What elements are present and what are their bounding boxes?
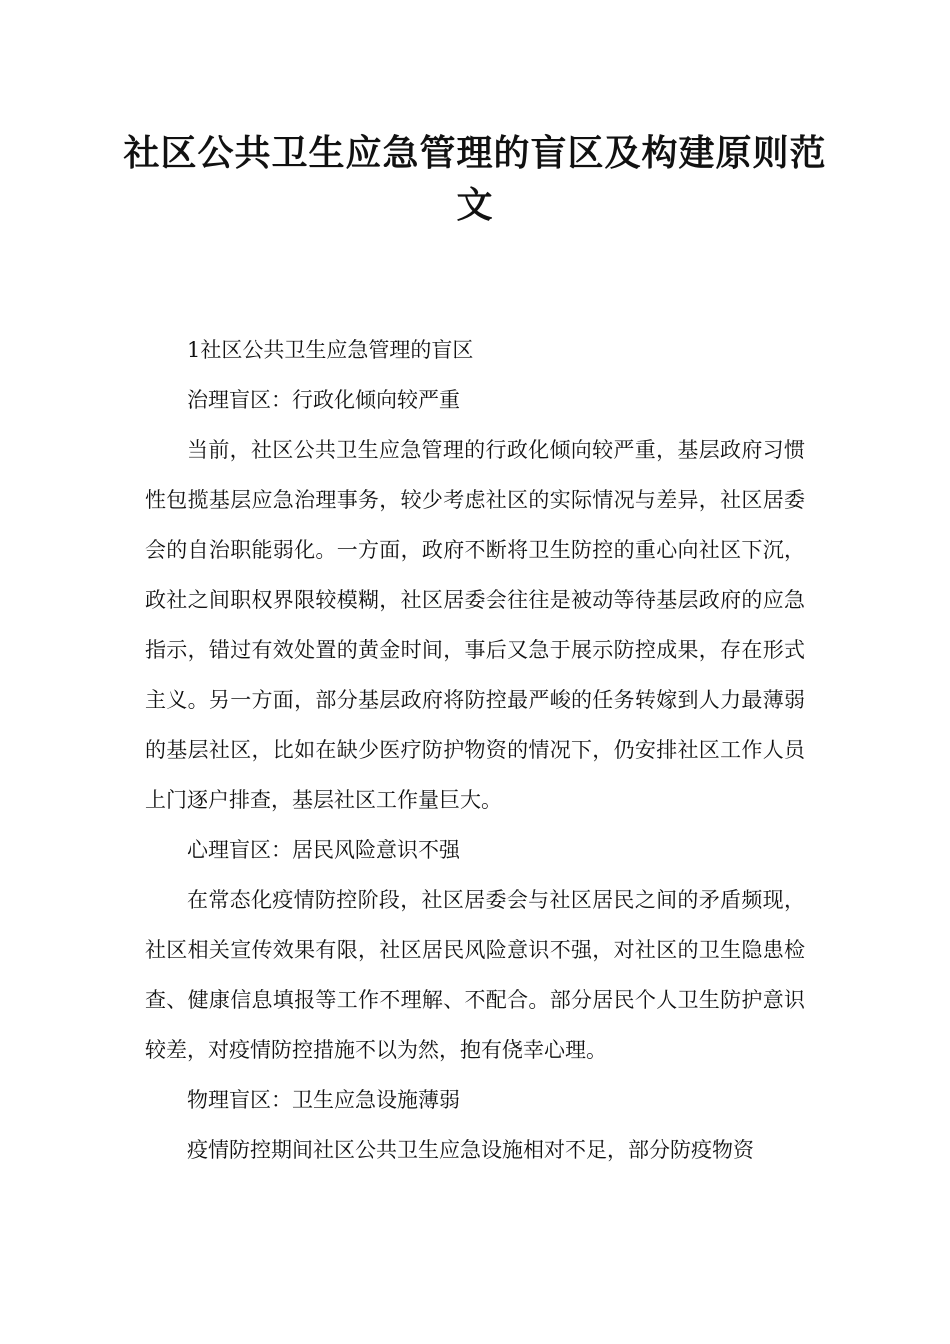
subsection-heading: 治理盲区：行政化倾向较严重 [187, 388, 460, 412]
subsection-heading: 物理盲区：卫生应急设施薄弱 [187, 1088, 460, 1112]
document-body [145, 325, 805, 1175]
section-heading: 1社区公共卫生应急管理的盲区 [187, 338, 474, 362]
body-paragraph: 当前，社区公共卫生应急管理的行政化倾向较严重，基层政府习惯性包揽基层应急治理事务，较少考虑社区的实际情况与差异，社区居委会的自治职能弱化。一方面，政府不断将卫生防控的重心向社区下沉，政社之间职权界限较模糊，社区居委会往往是被动等待基层政府的应急指示，错过有效处置的黄金时间，事后又急于展示防控成果，存在形式主义。另一方面，部分基层政府将防控最严峻的任务转嫁到人力最薄弱的基层社区，比如在缺少医疗防护物资的情况下，仍安排社区工作人员上门逐户排查，基层社区工作量巨大。 [145, 438, 805, 812]
body-paragraph: 疫情防控期间社区公共卫生应急设施相对不足，部分防疫物资 [187, 1138, 754, 1162]
document-title: 社区公共卫生应急管理的盲区及构建原则范文 [123, 133, 827, 226]
subsection-heading: 心理盲区：居民风险意识不强 [187, 838, 460, 862]
body-paragraph: 在常态化疫情防控阶段，社区居委会与社区居民之间的矛盾频现，社区相关宣传效果有限，社区居民风险意识不强，对社区的卫生隐患检查、健康信息填报等工作不理解、不配合。部分居民个人卫生防护意识较差，对疫情防控措施不以为然，抱有侥幸心理。 [145, 888, 805, 1062]
